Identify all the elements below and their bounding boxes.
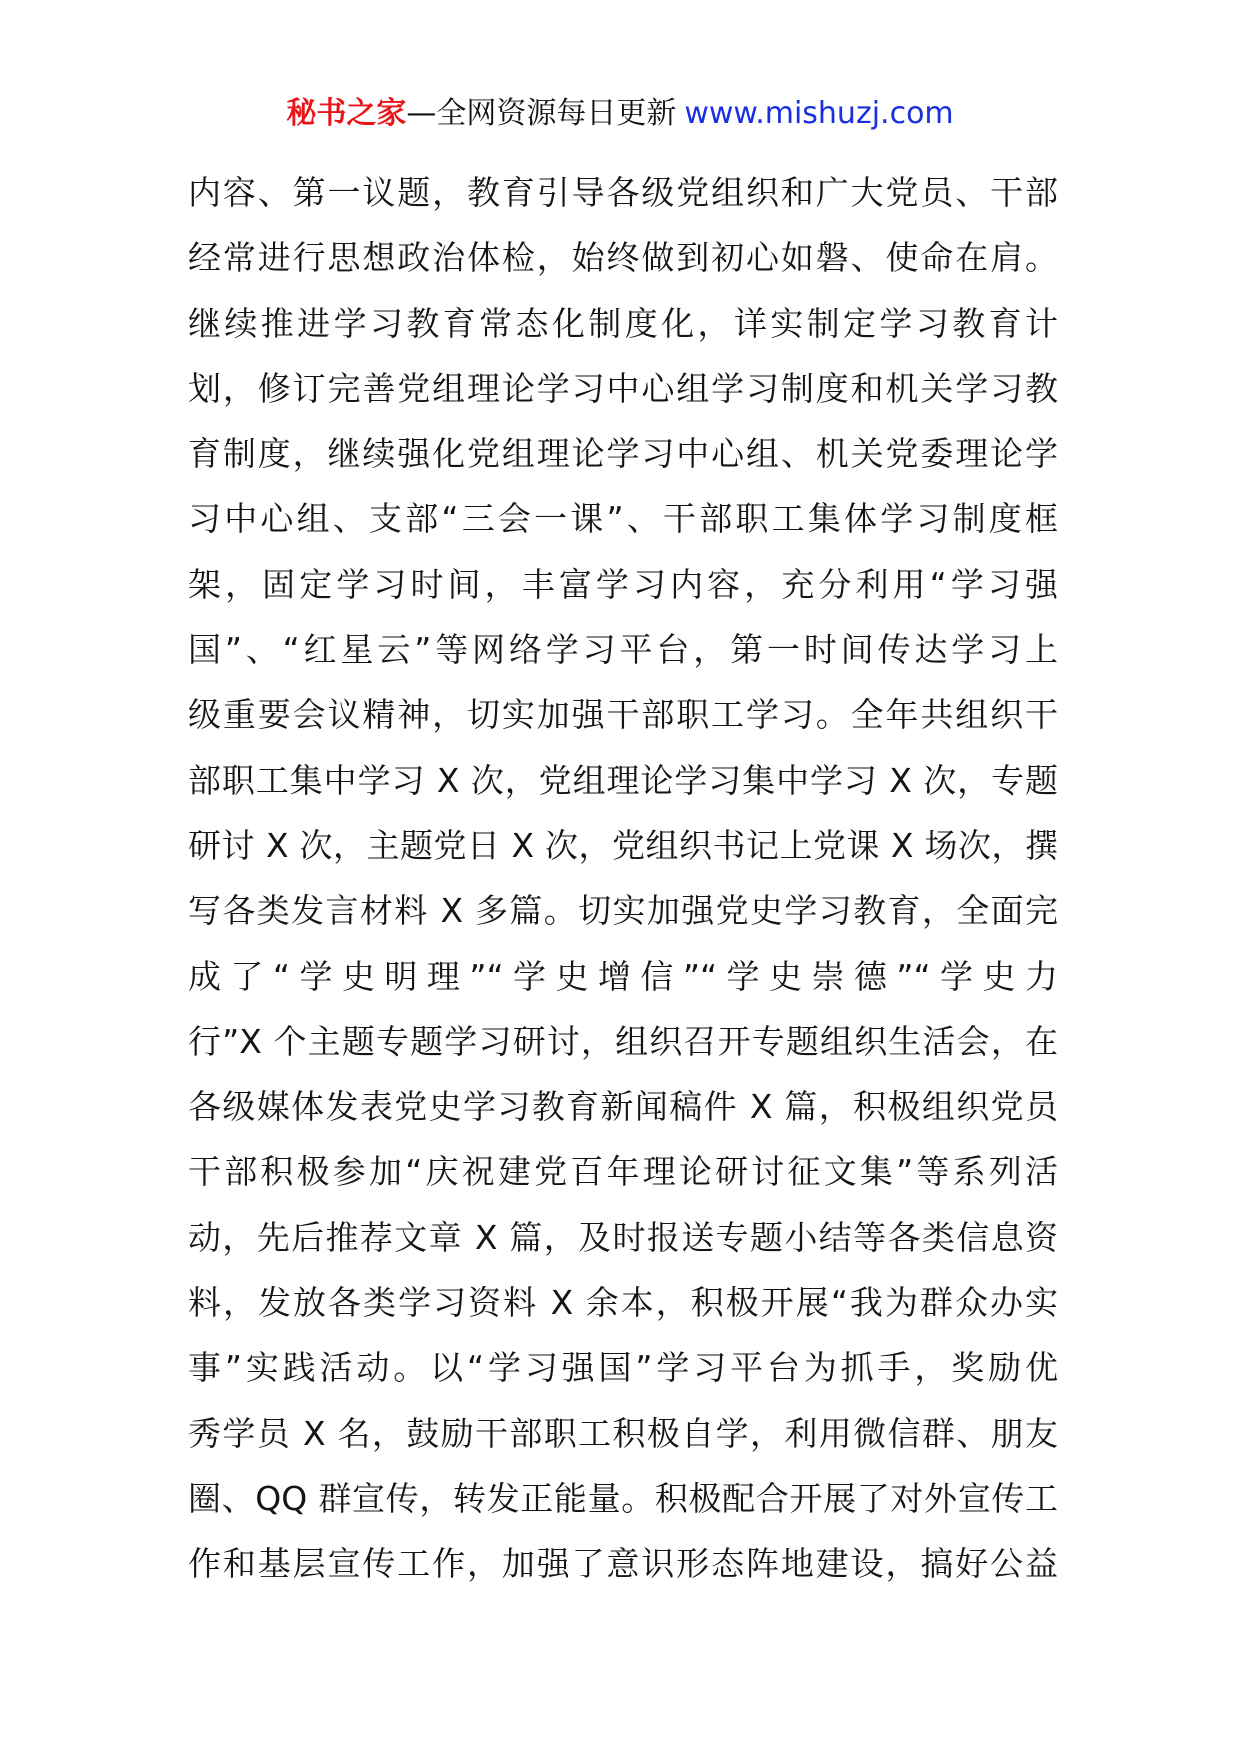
body-line: 各级媒体发表党史学习教育新闻稿件 X 篇，积极组织党员 xyxy=(188,1087,1058,1127)
body-line: 继续推进学习教育常态化制度化，详实制定学习教育计 xyxy=(188,303,1058,343)
header-tagline: —全网资源每日更新 xyxy=(406,96,677,131)
body-line: 事”实践活动。以“学习强国”学习平台为抓手，奖励优 xyxy=(188,1348,1058,1388)
body-line: 研讨 X 次，主题党日 X 次，党组织书记上党课 X 场次，撰 xyxy=(188,825,1058,865)
body-line: 秀学员 X 名，鼓励干部职工积极自学，利用微信群、朋友 xyxy=(188,1413,1058,1453)
body-line: 作和基层宣传工作，加强了意识形态阵地建设，搞好公益 xyxy=(188,1544,1058,1584)
body-line: 写各类发言材料 X 多篇。切实加强党史学习教育，全面完 xyxy=(188,891,1058,931)
document-body xyxy=(188,160,1058,1597)
body-line: 料，发放各类学习资料 X 余本，积极开展“我为群众办实 xyxy=(188,1283,1058,1323)
brand-name: 秘书之家 xyxy=(286,96,407,131)
body-line: 育制度，继续强化党组理论学习中心组、机关党委理论学 xyxy=(188,434,1058,474)
body-line: 行”X 个主题专题学习研讨，组织召开专题组织生活会，在 xyxy=(188,1021,1058,1061)
body-line: 架，固定学习时间，丰富学习内容，充分利用“学习强 xyxy=(188,564,1058,604)
body-line: 级重要会议精神，切实加强干部职工学习。全年共组织干 xyxy=(188,695,1058,735)
body-line: 国”、“红星云”等网络学习平台，第一时间传达学习上 xyxy=(188,630,1058,670)
page-header xyxy=(0,94,1240,134)
body-line: 内容、第一议题，教育引导各级党组织和广大党员、干部 xyxy=(188,173,1058,212)
body-line: 圈、QQ 群宣传，转发正能量。积极配合开展了对外宣传工 xyxy=(188,1478,1058,1518)
body-line: 经常进行思想政治体检，始终做到初心如磐、使命在肩。 xyxy=(188,238,1058,278)
body-line: 划，修订完善党组理论学习中心组学习制度和机关学习教 xyxy=(188,368,1058,408)
body-line: 习中心组、支部“三会一课”、干部职工集体学习制度框 xyxy=(188,499,1058,539)
body-line: 干部积极参加“庆祝建党百年理论研讨征文集”等系列活 xyxy=(188,1152,1058,1192)
body-line: 动，先后推荐文章 X 篇，及时报送专题小结等各类信息资 xyxy=(188,1217,1058,1257)
body-line: 成了“学史明理”“学史增信”“学史崇德”“学史力 xyxy=(188,956,1058,996)
body-line: 部职工集中学习 X 次，党组理论学习集中学习 X 次，专题 xyxy=(188,760,1058,800)
site-url-link[interactable]: www.mishuzj.com xyxy=(684,96,954,131)
